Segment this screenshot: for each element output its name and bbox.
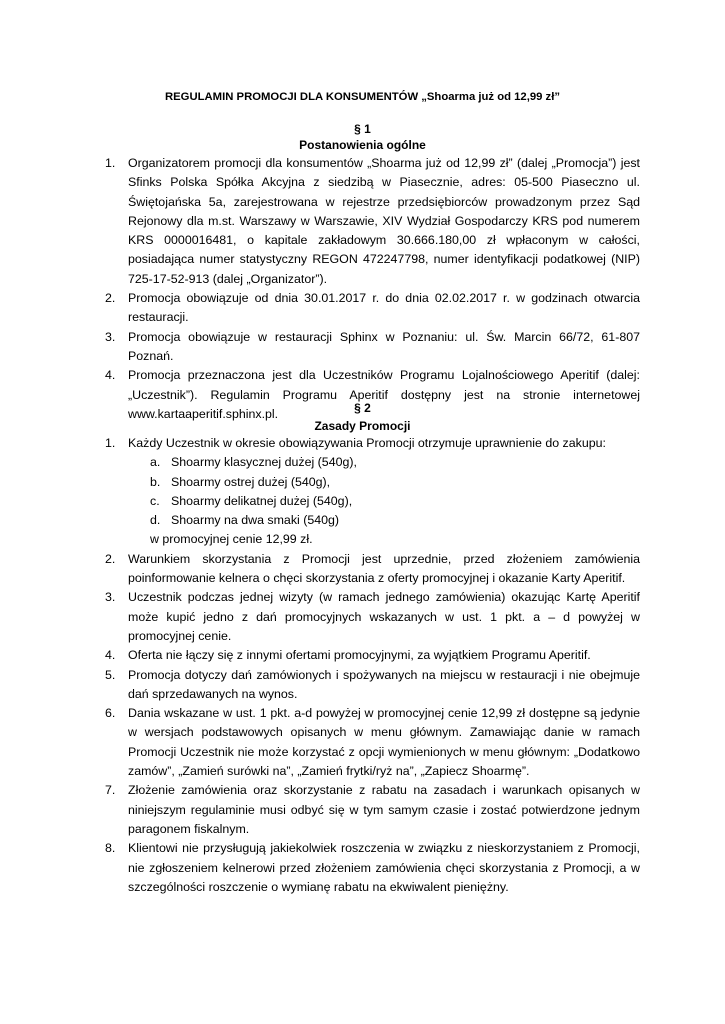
item-number: 2. bbox=[105, 551, 116, 566]
item-text: Uczestnik podczas jednej wizyty (w ramach jednego zamówienia) okazując Kartę Aperitif może kupić jedno z dań promocyjnych wskazanych w ust. 1 pkt. a – d powyżej w promocyjnej cenie. bbox=[128, 590, 640, 643]
list-item bbox=[105, 839, 640, 897]
sub-list-item bbox=[150, 511, 640, 530]
list-item bbox=[105, 646, 640, 665]
item-number: 1. bbox=[105, 436, 116, 450]
section-1-number: § 1 bbox=[354, 122, 371, 136]
item-number: 2. bbox=[105, 291, 116, 306]
sub-list-item bbox=[150, 453, 640, 472]
sub-list-item bbox=[150, 473, 640, 492]
item-number: 5. bbox=[105, 667, 116, 682]
sub-item-letter: a. bbox=[150, 455, 161, 470]
item-text: Oferta nie łączy się z innymi ofertami promocyjnymi, za wyjątkiem Programu Aperitif. bbox=[128, 648, 591, 663]
sub-item-text: Shoarmy delikatnej dużej (540g), bbox=[171, 493, 353, 508]
item-continuation-text: w promocyjnej cenie 12,99 zł. bbox=[150, 532, 313, 547]
section-2-heading: Zasady Promocji bbox=[314, 419, 411, 433]
sub-list-item bbox=[150, 492, 640, 511]
sub-item-letter: c. bbox=[150, 493, 160, 508]
sub-item-text: Shoarmy ostrej dużej (540g), bbox=[171, 474, 331, 489]
item-number: 1. bbox=[105, 156, 116, 170]
sub-item-text: Shoarmy klasycznej dużej (540g), bbox=[171, 455, 357, 470]
item-number: 6. bbox=[105, 706, 116, 721]
item-number: 4. bbox=[105, 368, 116, 383]
item-text: Promocja dotyczy dań zamówionych i spożywanych na miejscu w restauracji i nie obejmuje dań sprzedawanych na wynos. bbox=[128, 667, 640, 701]
section-2-list bbox=[105, 434, 640, 897]
list-item bbox=[105, 154, 640, 289]
list-item bbox=[105, 289, 640, 328]
item-number: 7. bbox=[105, 783, 116, 798]
item-text: Promocja obowiązuje od dnia 30.01.2017 r. do dnia 02.02.2017 r. w godzinach otwarcia restauracji. bbox=[128, 291, 640, 325]
sub-item-text: Shoarmy na dwa smaki (540g) bbox=[171, 513, 340, 528]
sub-list bbox=[128, 453, 640, 530]
item-text: Promocja obowiązuje w restauracji Sphinx w Poznaniu: ul. Św. Marcin 66/72, 61-807 Poznań. bbox=[128, 329, 640, 363]
item-text: Klientowi nie przysługują jakiekolwiek roszczenia w związku z nieskorzystaniem z Promocji, nie zgłoszeniem kelnerowi przed złożeniem zamówienia chęci skorzystania z Promocji, a w szczególności roszczenie o wymianę rabatu na ekwiwalent pieniężny. bbox=[128, 841, 640, 894]
list-item bbox=[105, 588, 640, 646]
sub-item-letter: b. bbox=[150, 474, 161, 489]
item-text: Warunkiem skorzystania z Promocji jest uprzednie, przed złożeniem zamówienia poinformowanie kelnera o chęci skorzystania z oferty promocyjnej i okazanie Karty Aperitif. bbox=[128, 551, 640, 586]
item-text: Złożenie zamówienia oraz skorzystanie z rabatu na zasadach i warunkach opisanych w niniejszym regulaminie musi odbyć się w tym samym czasie i zostać potwierdzone jednym paragonem fiskalnym. bbox=[128, 783, 640, 836]
item-text: Promocja przeznaczona jest dla Uczestników Programu Lojalnościowego Aperitif (dalej: „Uczestnik”). Regulamin Programu Aperitif dostępny jest na stronie internetowej www.kartaaperitif.sphinx.pl. bbox=[128, 368, 640, 421]
list-item bbox=[105, 666, 640, 705]
list-item bbox=[105, 781, 640, 839]
item-number: 3. bbox=[105, 329, 116, 344]
section-1-heading: Postanowienia ogólne bbox=[299, 138, 426, 152]
list-item bbox=[105, 328, 640, 367]
item-text: Każdy Uczestnik w okresie obowiązywania Promocji otrzymuje uprawnienie do zakupu: bbox=[128, 436, 606, 450]
item-text: Dania wskazane w ust. 1 pkt. a-d powyżej w promocyjnej cenie 12,99 zł dostępne są jedynie w wersjach podstawowych opisanych w menu głównym. Zamawiając danie w ramach Promocji Uczestnik nie może korzystać z opcji wymienionych w menu głównym: „Dodatkowo zamów”, „Zamień surówki na”, „Zamień frytki/ryż na”, „Zapiecz Shoarmę”. bbox=[128, 706, 640, 779]
list-item bbox=[105, 434, 640, 550]
list-item bbox=[105, 550, 640, 589]
item-number: 8. bbox=[105, 841, 116, 856]
document-title: REGULAMIN PROMOCJI DLA KONSUMENTÓW „Shoarma już od 12,99 zł” bbox=[164, 91, 560, 103]
item-number: 4. bbox=[105, 648, 116, 663]
item-number: 3. bbox=[105, 590, 116, 605]
sub-item-letter: d. bbox=[150, 513, 161, 528]
item-text: Organizatorem promocji dla konsumentów „Shoarma już od 12,99 zł” (dalej „Promocja”) jest Sfinks Polska Spółka Akcyjna z siedzibą w Piasecznie, adres: 05-500 Piaseczno ul. Świętojańska 5a, zarejestrowana w rejestrze przedsiębiorców prowadzonym przez Sąd Rejonowy dla m.st. Warszawy w Warszawie, XIV Wydział Gospodarczy KRS pod numerem KRS 0000016481, o kapitale zakładowym 30.666.180,00 zł wpłaconym w całości, posiadająca numer statystyczny REGON 472247798, numer identyfikacji podatkowej (NIP) 725-17-52-913 (dalej „Organizator”). bbox=[128, 156, 640, 286]
section-2-number: § 2 bbox=[354, 401, 371, 415]
list-item bbox=[105, 704, 640, 781]
section-1-list bbox=[105, 154, 640, 424]
